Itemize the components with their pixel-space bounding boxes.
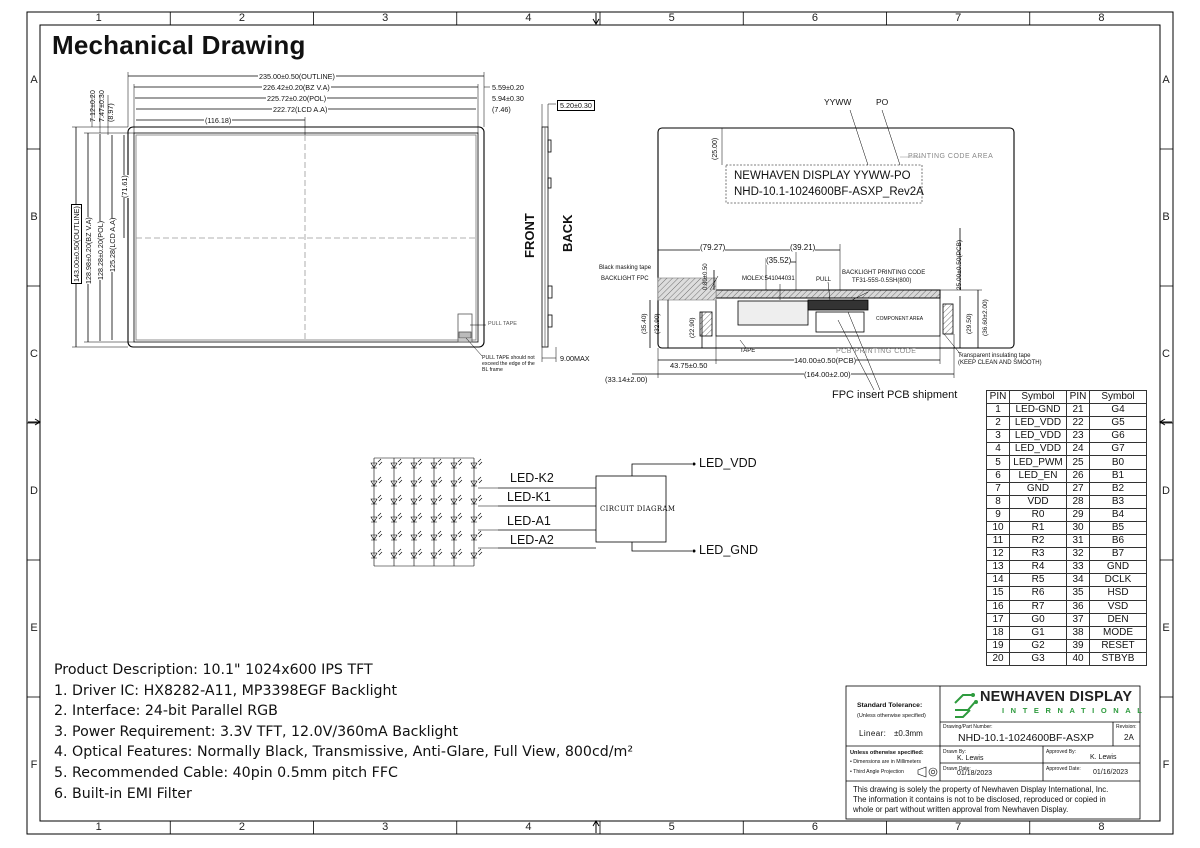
pin-number: 29	[1067, 508, 1090, 521]
led-diode-icon	[411, 531, 422, 540]
grid-column-label: 3	[382, 12, 389, 24]
center-mark-right-icon	[1160, 419, 1172, 425]
led-diode-icon	[471, 513, 482, 522]
pin-number: 17	[987, 613, 1010, 626]
pin-number: 14	[987, 574, 1010, 587]
led-vdd-label: LED_VDD	[699, 456, 757, 470]
led-diode-icon	[411, 549, 422, 558]
pin-number: 32	[1067, 548, 1090, 561]
pin-symbol: G0	[1010, 613, 1067, 626]
grid-row-label: E	[1162, 621, 1170, 634]
pin-symbol: LED_EN	[1010, 469, 1067, 482]
dim-140: 140.00±0.50(PCB)	[794, 356, 857, 365]
pin-symbol: B3	[1090, 495, 1147, 508]
dim-pol-height: 128.28±0.20(POL)	[96, 220, 105, 280]
dim-3660: (36.60±2.00)	[982, 299, 989, 336]
pin-number: 31	[1067, 535, 1090, 548]
symbol-header: Symbol	[1010, 391, 1067, 404]
dim-3314: (33.14±2.00)	[605, 375, 648, 384]
pin-header: PIN	[987, 391, 1010, 404]
transparent-tape-note: Transparent insulating tape (KEEP CLEAN AND SMOOTH)	[958, 353, 1042, 366]
pin-number: 25	[1067, 456, 1090, 469]
symbol-header: Symbol	[1090, 391, 1147, 404]
pin-number: 2	[987, 417, 1010, 430]
center-mark-left-icon	[28, 419, 40, 425]
pin-symbol: B5	[1090, 521, 1147, 534]
label-line-2: NHD-10.1-1024600BF-ASXP_Rev2A	[734, 186, 924, 198]
pin-symbol: B4	[1090, 508, 1147, 521]
pin-symbol: G5	[1090, 417, 1147, 430]
led-diode-icon	[471, 549, 482, 558]
dim-pcb-height: 25.00±0.50(PCB)	[956, 239, 963, 290]
gnd-terminal	[693, 550, 696, 553]
pin-number: 39	[1067, 639, 1090, 652]
led-a2-label: LED-A2	[510, 533, 554, 547]
pin-header: PIN	[1067, 391, 1090, 404]
led-diode-icon	[451, 459, 462, 468]
pin-symbol: G1	[1010, 626, 1067, 639]
dim-lcd-height: 125.28(LCD A.A)	[108, 217, 117, 272]
grid-column-label: 3	[382, 821, 389, 833]
backlight-printing-label: BACKLIGHT PRINTING CODE	[842, 270, 926, 276]
dim-right-2: 5.94±0.30	[492, 94, 524, 103]
table-row	[987, 430, 1147, 443]
dim-left-top-2: 7.47±0.30	[97, 90, 106, 122]
led-diode-icon	[371, 477, 382, 486]
page-title: Mechanical Drawing	[52, 30, 306, 60]
pin-symbol: DCLK	[1090, 574, 1147, 587]
part-number-label: Drawing/Part Number:	[943, 724, 993, 730]
pin-symbol: R5	[1010, 574, 1067, 587]
grid-row-label: B	[30, 210, 38, 223]
dim-right-1: 5.59±0.20	[492, 83, 524, 92]
table-row	[987, 652, 1147, 665]
pin-symbol: R3	[1010, 548, 1067, 561]
led-diode-icon	[451, 495, 462, 504]
pin-table-header	[987, 391, 1147, 404]
pin-number: 5	[987, 456, 1010, 469]
drawn-by-label: Drawn By:	[943, 749, 967, 755]
grid-column-label: 1	[95, 12, 102, 24]
description-line: 2. Interface: 24-bit Parallel RGB	[54, 703, 278, 720]
pin-number: 24	[1067, 443, 1090, 456]
led-diode-icon	[391, 549, 402, 558]
dim-3540: (35.40)	[641, 313, 648, 334]
pull-tape-label: PULL TAPE	[488, 321, 517, 327]
table-row	[987, 508, 1147, 521]
table-row	[987, 521, 1147, 534]
label-line-1: NEWHAVEN DISPLAY YYWW-PO	[734, 170, 911, 182]
center-mark-bottom-icon	[593, 821, 599, 833]
grid-column-label: 7	[955, 12, 962, 24]
pin-symbol: GND	[1090, 561, 1147, 574]
po-label: PO	[876, 97, 889, 107]
grid-column-label: 7	[955, 821, 962, 833]
grid-row-label: F	[30, 758, 38, 771]
pin-number: 3	[987, 430, 1010, 443]
pin-symbol: G2	[1010, 639, 1067, 652]
grid-column-label: 6	[811, 821, 818, 833]
circuit-diagram-box-label: CIRCUIT DIAGRAM	[600, 505, 676, 513]
led-diode-icon	[371, 513, 382, 522]
back-label: BACK	[560, 214, 575, 252]
table-row	[987, 626, 1147, 639]
pin-symbol: VDD	[1010, 495, 1067, 508]
standard-tolerance-label: Standard Tolerance:	[857, 702, 923, 709]
pin-number: 33	[1067, 561, 1090, 574]
description-line: 6. Built-in EMI Filter	[54, 785, 192, 802]
dim-3552: (35.52)	[766, 256, 792, 265]
table-row	[987, 469, 1147, 482]
led-diode-icon	[431, 459, 442, 468]
table-row	[987, 600, 1147, 613]
pin-number: 28	[1067, 495, 1090, 508]
led-diode-icon	[431, 549, 442, 558]
table-row	[987, 587, 1147, 600]
table-row	[987, 574, 1147, 587]
revision-label: Revision:	[1116, 724, 1137, 730]
pin-number: 13	[987, 561, 1010, 574]
dim-outline-width: 235.00±0.50(OUTLINE)	[259, 72, 335, 81]
drawn-date: 01/18/2023	[957, 770, 993, 777]
grid-row-label: A	[30, 73, 38, 86]
pin-symbol: LED_VDD	[1010, 430, 1067, 443]
pin-number: 11	[987, 535, 1010, 548]
approved-date-label: Approved Date:	[1046, 766, 1081, 772]
approved-by: K. Lewis	[1090, 754, 1117, 761]
table-row	[987, 548, 1147, 561]
table-row	[987, 443, 1147, 456]
pin-symbol: DEN	[1090, 613, 1147, 626]
pin-number: 4	[987, 443, 1010, 456]
grid-column-label: 2	[238, 12, 245, 24]
vdd-terminal	[693, 463, 696, 466]
pin-symbol: R7	[1010, 600, 1067, 613]
dimensions-mm-note: • Dimensions are in Millimeters	[850, 759, 922, 765]
dim-3290: (32.90)	[654, 313, 661, 334]
description-line: Product Description: 10.1" 1024x600 IPS TFT	[54, 662, 373, 678]
grid-column-label: 6	[811, 12, 818, 24]
description-line: 1. Driver IC: HX8282-A11, MP3398EGF Backlight	[54, 682, 398, 699]
led-gnd-label: LED_GND	[699, 543, 759, 557]
approved-by-label: Approved By:	[1046, 749, 1077, 755]
dim-left-top-3: (8.97)	[106, 103, 115, 122]
dim-2290: (22.90)	[689, 317, 696, 338]
side-view	[542, 104, 556, 362]
pin-number: 36	[1067, 600, 1090, 613]
fpc-insert-note: FPC insert PCB shipment	[832, 389, 958, 401]
pin-number: 40	[1067, 652, 1090, 665]
pin-number: 19	[987, 639, 1010, 652]
backlight-fpc-label: BACKLIGHT FPC	[601, 276, 649, 282]
pin-number: 16	[987, 600, 1010, 613]
led-diode-icon	[431, 513, 442, 522]
grid-row-label: A	[1162, 73, 1170, 86]
led-diode-icon	[431, 531, 442, 540]
table-row	[987, 456, 1147, 469]
tf-code-label: TF31-55S-0.5SH(800)	[852, 278, 912, 284]
part-number: NHD-10.1-1024600BF-ASXP	[958, 732, 1094, 744]
led-diode-icon	[471, 477, 482, 486]
disclaimer: This drawing is solely the property of Newhaven Display International, Inc. The information it contains is not to be disclosed, reproduced or copied in whole or part without written approval from Newhaven Display.	[853, 785, 1109, 814]
grid-column-label: 5	[668, 821, 675, 833]
pin-number: 7	[987, 482, 1010, 495]
pin-symbol: VSD	[1090, 600, 1147, 613]
description-line: 3. Power Requirement: 3.3V TFT, 12.0V/360mA Backlight	[54, 723, 459, 740]
led-diode-icon	[431, 495, 442, 504]
dim-164: (164.00±2.00)	[804, 370, 851, 379]
black-masking-label: Black masking tape	[599, 265, 652, 271]
led-diode-icon	[391, 513, 402, 522]
dim-pol-width: 225.72±0.20(POL)	[267, 94, 327, 103]
led-diode-icon	[471, 531, 482, 540]
pin-symbol: LED-GND	[1010, 404, 1067, 417]
led-diode-icon	[391, 531, 402, 540]
dim-thickness: 5.20±0.30	[557, 100, 595, 111]
pin-number: 15	[987, 587, 1010, 600]
pin-number: 23	[1067, 430, 1090, 443]
dim-half-width: (116.18)	[205, 116, 232, 125]
dim-bz-height: 128.98±0.20(BZ V.A)	[84, 217, 93, 284]
grid-column-label: 4	[525, 821, 532, 833]
pin-number: 37	[1067, 613, 1090, 626]
tape-label: TAPE	[740, 348, 756, 354]
led-diode-icon	[391, 477, 402, 486]
pin-symbol: R6	[1010, 587, 1067, 600]
dim-half-height: (71.61)	[120, 175, 129, 198]
led-k1-label: LED-K1	[507, 490, 551, 504]
dim-lcd-width: 222.72(LCD A.A)	[273, 105, 328, 114]
pin-table	[986, 390, 1147, 666]
led-diode-icon	[411, 513, 422, 522]
dim-2950: (29.50)	[966, 313, 973, 334]
led-array	[371, 458, 498, 566]
grid-column-label: 5	[668, 12, 675, 24]
led-diode-icon	[391, 459, 402, 468]
pin-symbol: RESET	[1090, 639, 1147, 652]
dim-7927: (79.27)	[700, 243, 726, 252]
pull-label: PULL	[816, 277, 832, 283]
pin-number: 22	[1067, 417, 1090, 430]
pin-symbol: B1	[1090, 469, 1147, 482]
pin-number: 6	[987, 469, 1010, 482]
newhaven-logo	[955, 693, 978, 717]
grid-row-label: C	[1162, 347, 1170, 360]
pin-number: 18	[987, 626, 1010, 639]
grid-column-label: 8	[1098, 12, 1105, 24]
table-row	[987, 495, 1147, 508]
dim-outline-height: 143.00±0.50(OUTLINE)	[72, 206, 81, 282]
description-line: 5. Recommended Cable: 40pin 0.5mm pitch FFC	[54, 764, 398, 781]
yyww-label: YYWW	[824, 97, 852, 107]
pin-number: 9	[987, 508, 1010, 521]
description-line: 4. Optical Features: Normally Black, Transmissive, Anti-Glare, Full View, 800cd/m²	[54, 744, 634, 761]
led-diode-icon	[371, 495, 382, 504]
pin-number: 30	[1067, 521, 1090, 534]
grid-column-label: 8	[1098, 821, 1105, 833]
unless-otherwise-label: Unless otherwise specified:	[850, 750, 924, 756]
pin-number: 10	[987, 521, 1010, 534]
product-description	[54, 660, 633, 804]
led-diode-icon	[391, 495, 402, 504]
grid-row-label: D	[1162, 484, 1170, 497]
led-diode-icon	[451, 531, 462, 540]
pin-symbol: G3	[1010, 652, 1067, 665]
pin-number: 1	[987, 404, 1010, 417]
third-angle-projection-icon	[918, 767, 937, 777]
pin-symbol: G4	[1090, 404, 1147, 417]
led-diode-icon	[411, 495, 422, 504]
pin-number: 12	[987, 548, 1010, 561]
grid-row-label: E	[30, 621, 38, 634]
pin-symbol: STBYB	[1090, 652, 1147, 665]
molex-label: MOLEX:541044031	[742, 276, 795, 282]
pin-symbol: R0	[1010, 508, 1067, 521]
grid-row-label: D	[30, 484, 38, 497]
table-row	[987, 417, 1147, 430]
pin-symbol: R4	[1010, 561, 1067, 574]
led-diode-icon	[371, 531, 382, 540]
led-diode-icon	[471, 459, 482, 468]
pin-symbol: B0	[1090, 456, 1147, 469]
approved-date: 01/16/2023	[1093, 769, 1129, 776]
led-diode-icon	[411, 459, 422, 468]
led-diode-icon	[371, 459, 382, 468]
printing-code-area-label: PRINTING CODE AREA	[908, 153, 994, 160]
pin-symbol: R1	[1010, 521, 1067, 534]
dim-left-top-1: 7.12±0.20	[88, 90, 97, 122]
led-diode-icon	[471, 495, 482, 504]
pin-symbol: B2	[1090, 482, 1147, 495]
front-view	[72, 72, 490, 356]
pin-number: 21	[1067, 404, 1090, 417]
grid-column-label: 2	[238, 821, 245, 833]
table-row	[987, 535, 1147, 548]
grid-column-label: 1	[95, 821, 102, 833]
unless-specified-label: (Unless otherwise specified)	[857, 713, 926, 719]
component-area-label: COMPONENT AREA	[876, 316, 924, 322]
dim-25: (25.00)	[712, 137, 719, 160]
dim-080: 0.80±0.50	[703, 263, 709, 290]
pcb-printing-code-label: PCB PRINTING CODE	[836, 348, 917, 355]
table-row	[987, 482, 1147, 495]
dim-right-3: (7.46)	[492, 105, 511, 114]
grid-row-label: C	[30, 347, 38, 360]
pin-number: 27	[1067, 482, 1090, 495]
pin-symbol: B7	[1090, 548, 1147, 561]
grid-column-label: 4	[525, 12, 532, 24]
company-subtitle: INTERNATIONAL	[1002, 706, 1149, 715]
pin-number: 20	[987, 652, 1010, 665]
pin-symbol: GND	[1010, 482, 1067, 495]
led-diode-icon	[431, 477, 442, 486]
pin-symbol: G6	[1090, 430, 1147, 443]
linear-label: Linear:	[859, 729, 887, 738]
pin-symbol: LED_VDD	[1010, 443, 1067, 456]
led-diode-icon	[411, 477, 422, 486]
dim-bz-width: 226.42±0.20(BZ V.A)	[263, 83, 330, 92]
led-diode-icon	[451, 549, 462, 558]
drawn-date-label: Drawn Date:	[943, 766, 971, 772]
grid-row-label: B	[1162, 210, 1170, 223]
center-mark-top-icon	[593, 13, 599, 24]
pull-tape-note: PULL TAPE should not exceed the edge of the BL frame	[482, 355, 535, 374]
pin-symbol: R2	[1010, 535, 1067, 548]
pin-number: 34	[1067, 574, 1090, 587]
dim-max-thickness: 9.00MAX	[560, 354, 590, 363]
table-row	[987, 613, 1147, 626]
grid-row-label: F	[1162, 758, 1170, 771]
pin-symbol: G7	[1090, 443, 1147, 456]
led-a1-label: LED-A1	[507, 514, 551, 528]
third-angle-note: • Third Angle Projection	[850, 769, 904, 775]
led-diode-icon	[371, 549, 382, 558]
pin-symbol: B6	[1090, 535, 1147, 548]
linear-value: ±0.3mm	[894, 729, 923, 738]
company-name: NEWHAVEN DISPLAY	[980, 689, 1133, 705]
dim-4375: 43.75±0.50	[670, 361, 708, 370]
pin-symbol: HSD	[1090, 587, 1147, 600]
pin-symbol: LED_PWM	[1010, 456, 1067, 469]
drawn-by: K. Lewis	[957, 755, 984, 762]
pin-symbol: LED_VDD	[1010, 417, 1067, 430]
dim-3921: (39.21)	[790, 243, 816, 252]
led-k2-label: LED-K2	[510, 471, 554, 485]
table-row	[987, 639, 1147, 652]
table-row	[987, 404, 1147, 417]
table-row	[987, 561, 1147, 574]
pin-number: 26	[1067, 469, 1090, 482]
front-label: FRONT	[522, 213, 537, 258]
revision-value: 2A	[1124, 733, 1134, 742]
pin-number: 38	[1067, 626, 1090, 639]
pin-number: 35	[1067, 587, 1090, 600]
pin-number: 8	[987, 495, 1010, 508]
led-diode-icon	[451, 513, 462, 522]
led-diode-icon	[451, 477, 462, 486]
pin-symbol: MODE	[1090, 626, 1147, 639]
